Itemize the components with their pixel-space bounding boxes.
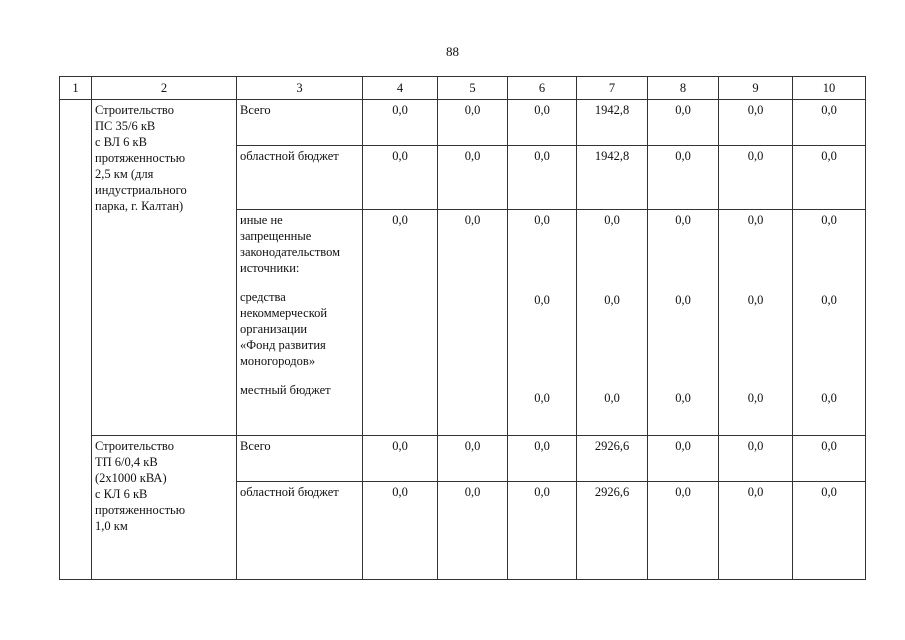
column-header: 7 [577, 77, 648, 100]
value-cell: 0,0 [508, 482, 577, 580]
value: 0,0 [534, 213, 550, 227]
value-cell: 0,0 [508, 436, 577, 482]
value-cell: 0,0 [363, 100, 438, 146]
column-header: 3 [237, 77, 363, 100]
value-cell [648, 210, 719, 436]
project-name-line: с КЛ 6 кВ [95, 487, 148, 501]
value: 0,0 [821, 391, 837, 405]
project-name-line: (2х1000 кВА) [95, 471, 167, 485]
source-line: законодательством [240, 245, 341, 259]
column-header: 9 [719, 77, 793, 100]
value-cell: 0,0 [793, 436, 866, 482]
source-line: организации [240, 322, 308, 336]
value-cell: 0,0 [793, 482, 866, 580]
project-name-line: Строительство [95, 103, 175, 117]
row-number-cell [60, 100, 92, 580]
value-cell [438, 210, 508, 436]
table-row [60, 100, 866, 146]
value-cell: 0,0 [438, 436, 508, 482]
page-number: 88 [446, 44, 459, 59]
column-header: 5 [438, 77, 508, 100]
value: 0,0 [604, 213, 620, 227]
value-cell: 1942,8 [577, 100, 648, 146]
value: 0,0 [604, 391, 620, 405]
project-name-line: протяженностью [95, 503, 186, 517]
value-cell: 0,0 [793, 146, 866, 210]
project-name-line: индустриального [95, 183, 187, 197]
value-cell: 0,0 [719, 146, 793, 210]
source-line: некоммерческой [240, 306, 328, 320]
value-cell: 2926,6 [577, 482, 648, 580]
value-cell: 0,0 [438, 482, 508, 580]
value-cell: 0,0 [648, 482, 719, 580]
value: 0,0 [534, 293, 550, 307]
value: 0,0 [675, 391, 691, 405]
source-line: средства [240, 290, 286, 304]
header-row [60, 77, 866, 100]
value-cell: 2926,6 [577, 436, 648, 482]
value: 0,0 [747, 293, 764, 307]
value-cell: 0,0 [363, 482, 438, 580]
value-cell: 0,0 [648, 146, 719, 210]
value: 0,0 [821, 293, 837, 307]
value-cell: 0,0 [438, 146, 508, 210]
project-name-cell [92, 436, 237, 580]
project-name-cell [92, 100, 237, 436]
value-cell: 0,0 [438, 100, 508, 146]
source-line: моногородов» [240, 354, 316, 368]
source-line: «Фонд развития [240, 338, 326, 352]
budget-table [59, 76, 866, 580]
source-cell: областной бюджет [237, 146, 363, 210]
project-name-line: протяженностью [95, 151, 186, 165]
value-cell: 1942,8 [577, 146, 648, 210]
project-name-line: парка, г. Калтан) [95, 199, 184, 213]
value-cell [719, 210, 793, 436]
project-name-line: 1,0 км [95, 519, 128, 533]
value: 0,0 [675, 213, 691, 227]
source-cell: областной бюджет [237, 482, 363, 580]
value-cell: 0,0 [363, 436, 438, 482]
column-header: 2 [92, 77, 237, 100]
value-cell: 0,0 [648, 436, 719, 482]
value: 0,0 [747, 213, 764, 227]
value-cell: 0,0 [719, 482, 793, 580]
value-cell: 0,0 [793, 100, 866, 146]
value: 0,0 [464, 213, 481, 227]
project-name-line: 2,5 км (для [95, 167, 154, 181]
value: 0,0 [534, 391, 550, 405]
value: 0,0 [747, 391, 764, 405]
source-cell: Всего [237, 100, 363, 146]
value-cell [363, 210, 438, 436]
source-line: источники: [240, 261, 300, 275]
source-line: иные не [240, 213, 283, 227]
value: 0,0 [675, 293, 691, 307]
value-cell: 0,0 [719, 100, 793, 146]
value: 0,0 [604, 293, 620, 307]
source-line: запрещенные [240, 229, 312, 243]
value-cell: 0,0 [648, 100, 719, 146]
value-cell: 0,0 [363, 146, 438, 210]
value-cell [508, 210, 577, 436]
value: 0,0 [392, 213, 408, 227]
project-name-line: ПС 35/6 кВ [95, 119, 156, 133]
value-cell [793, 210, 866, 436]
project-name-line: Строительство [95, 439, 175, 453]
project-name-line: ТП 6/0,4 кВ [95, 455, 158, 469]
value-cell: 0,0 [508, 100, 577, 146]
column-header: 10 [793, 77, 866, 100]
source-cell [237, 210, 363, 436]
source-line: местный бюджет [240, 383, 331, 397]
value: 0,0 [821, 213, 837, 227]
column-header: 1 [60, 77, 92, 100]
value-cell: 0,0 [719, 436, 793, 482]
column-header: 8 [648, 77, 719, 100]
value-cell [577, 210, 648, 436]
value-cell: 0,0 [508, 146, 577, 210]
source-cell: Всего [237, 436, 363, 482]
table-row [60, 436, 866, 482]
project-name-line: с ВЛ 6 кВ [95, 135, 147, 149]
column-header: 6 [508, 77, 577, 100]
column-header: 4 [363, 77, 438, 100]
